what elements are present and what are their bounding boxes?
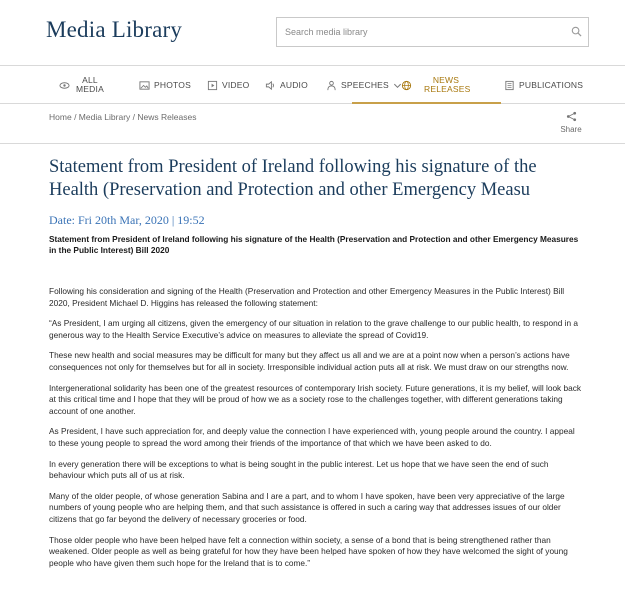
breadcrumb-bar [0,104,625,144]
nav-item-speeches[interactable] [326,66,402,104]
article-body [49,286,583,569]
nav-label: ALL MEDIA [76,75,104,94]
media-nav [0,66,625,104]
eye-icon [59,80,70,91]
article-paragraph: Those older people who have been helped have felt a connection within society, a sense of a bond that is being strengthened rather than weakened. Older people as well as being grateful for how they have been helped have spoken of how they have welcomed the sight of young people who have given them such hope for the Ireland that is to come.” [49,534,568,568]
nav-label: PUBLICATIONS [519,79,584,90]
article-subheading: Statement from President of Ireland following his signature of the Health (Preservation and Protection and other Emergency Measures in the Public Interest) Bill 2020 [49,234,579,255]
nav-label: SPEECHES [341,79,389,90]
breadcrumb [49,112,196,122]
nav-item-photos[interactable] [139,66,191,104]
site-title[interactable]: Media Library [46,17,183,42]
article-paragraph: Intergenerational solidarity has been one of the greatest resources of contemporary Irish society. Future generations, it is my belief, will look back at this critical time and I hope that they will be proud of how we as a society rose to the challenges together, with different generations taking account of one another. [49,382,582,416]
video-icon [207,80,218,91]
breadcrumb-separator: / [74,112,79,122]
article-paragraph: As President, I have such appreciation for, and deeply value the connection I have experienced with, young people around the country. I appeal to these young people to spread the word among their friends of the importance of that which we have been asked to do. [49,426,575,448]
article-paragraph: These new health and social measures may be difficult for many but they affect us all and we are at a point now when a person’s actions have consequences not only for themselves but for all in society. Irresponsible individual action puts all at risk. We must draw on our strengths now. [49,350,570,372]
nav-label: PHOTOS [154,79,191,90]
article-paragraph: In every generation there will be exceptions to what is being sought in the public interest. Let us hope that we have seen the end of such behaviour which puts all of us at risk. [49,458,549,481]
nav-item-news-releases[interactable] [401,66,471,104]
nav-item-video[interactable] [207,66,249,104]
nav-item-publications[interactable] [504,66,583,104]
image-icon [139,80,150,91]
article-paragraph: Many of the older people, of whose generation Sabina and I are a part, and to whom I have spoken, have been very appreciative of the large numbers of young people who are helping them, and that such assistance is offered in such a caring way that addresses issues of our older citizens that go far beyond the delivery of necessary groceries or food. [49,490,565,524]
search-icon[interactable] [571,26,582,37]
article-paragraph: “As President, I am urging all citizens, given the emergency of our situation in relation to the grave challenge to our public health, to respond in a generous way to the Health Service Executive’s advice on measures to alleviate the spread of Covid19. [49,318,578,340]
site-header [0,0,625,66]
document-icon [504,80,515,91]
person-icon [326,80,337,91]
breadcrumb-home[interactable]: Home [49,112,72,122]
speaker-icon [265,80,276,91]
breadcrumb-news-releases[interactable]: News Releases [137,112,197,122]
nav-label: VIDEO [222,79,250,90]
nav-item-all-media[interactable] [59,66,106,104]
breadcrumb-media-library[interactable]: Media Library [78,112,131,122]
search-box[interactable] [276,17,589,47]
search-input[interactable] [277,18,557,46]
share-label: Share [560,125,582,134]
share-button[interactable] [557,111,585,134]
globe-icon [401,80,412,91]
article [49,156,583,578]
share-icon [566,111,577,122]
nav-item-audio[interactable] [265,66,308,104]
nav-label: NEWS RELEASES [424,75,471,94]
breadcrumb-separator: / [132,112,138,122]
nav-label: AUDIO [280,79,308,90]
article-paragraph: Following his consideration and signing of the Health (Preservation and Protection and other Emergency Measures in the Public Interest) Bill 2020, President Michael D. Higgins has released the following statement: [49,286,565,308]
article-date: Date: Fri 20th Mar, 2020 | 19:52 [49,213,205,227]
article-title: Statement from President of Ireland following his signature of the Health (Preservation and Protection and other Emergency Measu [49,157,537,200]
